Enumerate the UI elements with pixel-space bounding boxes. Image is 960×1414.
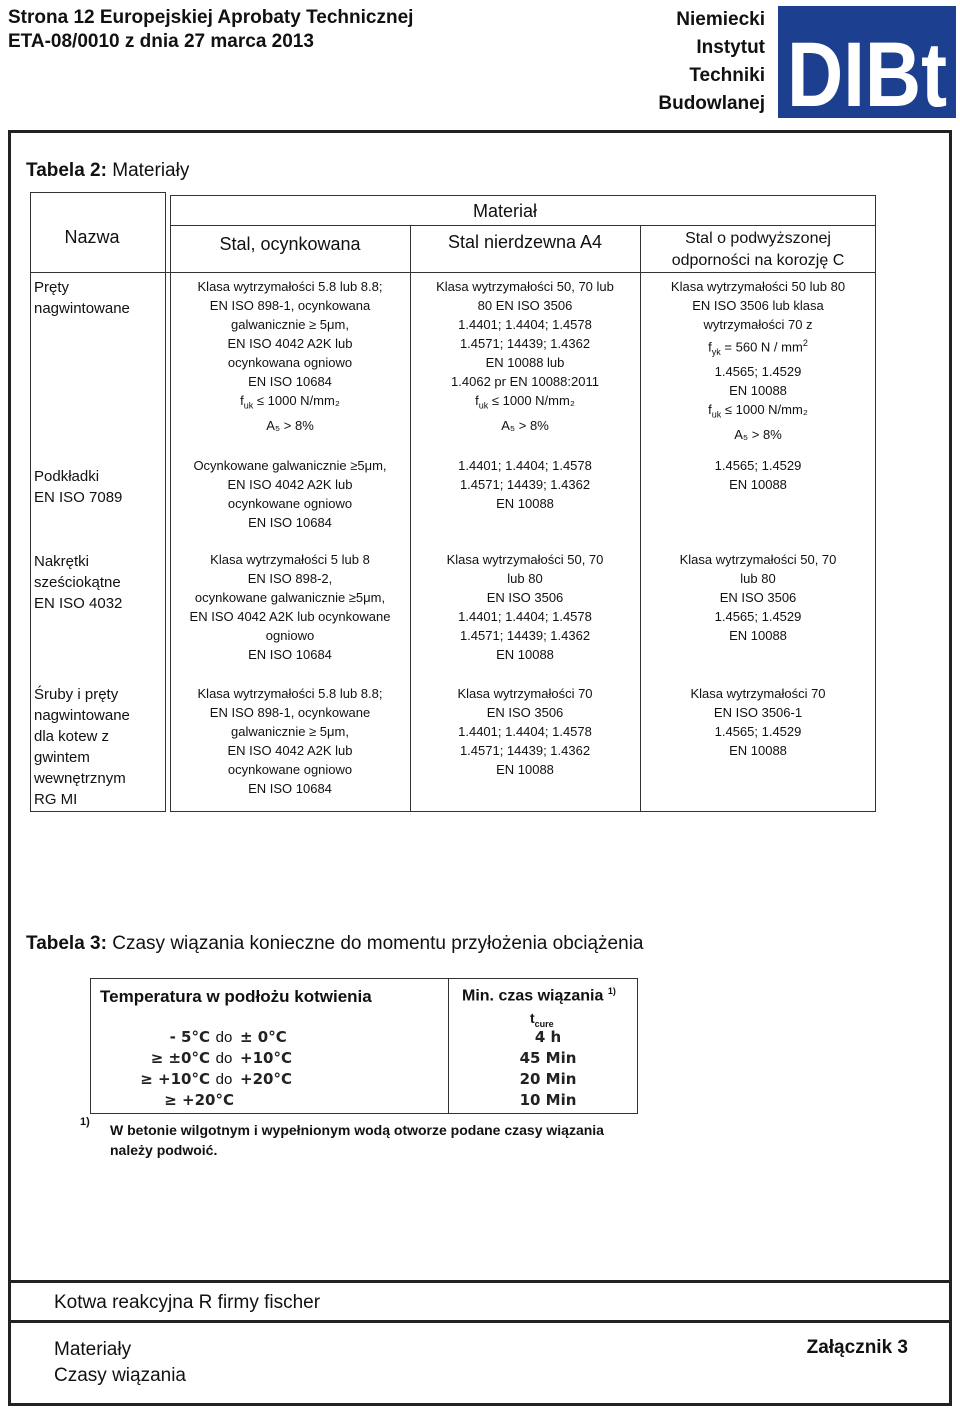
row1-stainless-line: Klasa wytrzymałości 50, 70 lub: [436, 279, 614, 294]
row-washers-name: [34, 466, 122, 508]
row-threaded-rods-name: [34, 277, 130, 319]
row4-hcr-line: 1.4565; 1.4529: [714, 724, 802, 739]
row4-steel-line: galwanicznie ≥ 5μm,: [231, 724, 349, 739]
row1-stainless-line: 1.4571; 14439; 1.4362: [459, 336, 591, 351]
row3-steel-line: EN ISO 898-2,: [247, 571, 333, 586]
footnote-mark: 1): [80, 1116, 90, 1128]
row1-hcr-line: wytrzymałości 70 z: [703, 317, 813, 332]
row2-steel-line: EN ISO 4042 A2K lub: [227, 477, 353, 492]
row3-steel-line: Klasa wytrzymałości 5 lub 8: [210, 552, 370, 567]
row4-name-line-5: wewnętrznym: [34, 770, 126, 787]
row1-steel-line: ocynkowana ogniowo: [227, 355, 353, 370]
row1-steel-a5: A₅ > 8%: [266, 417, 314, 433]
row1-steel-line: Klasa wytrzymałości 5.8 lub 8.8;: [197, 279, 383, 294]
row4-name-line-1: Śruby i pręty: [34, 686, 119, 703]
row3-name-line-1: Nakrętki: [34, 553, 90, 570]
row4-hcr-line: EN 10088: [729, 743, 787, 758]
row2-steel-line: ocynkowane ogniowo: [227, 496, 353, 511]
row-bolts-name: [34, 684, 130, 810]
temp-do-2: do: [215, 1050, 233, 1067]
footnote-text: [110, 1120, 604, 1160]
row1-hcr: [640, 277, 876, 444]
cure-time-1: 4 h: [534, 1028, 562, 1046]
header-reference: [8, 6, 413, 54]
row4-stainless-line: EN ISO 3506: [486, 705, 564, 720]
row2-hcr: [640, 456, 876, 494]
logo-lettering: DIBt: [787, 24, 947, 126]
row3-stainless-line: 1.4401; 1.4404; 1.4578: [458, 609, 592, 624]
temp-from-3: ≥ +10°C: [140, 1070, 210, 1088]
row4-steel-line: EN ISO 898-1, ocynkowane: [209, 705, 371, 720]
annex-subject-line-2: Czasy wiązania: [54, 1365, 186, 1386]
row3-hcr: [640, 550, 876, 645]
annex-number: Załącznik 3: [806, 1337, 908, 1358]
row1-hcr-fuk: $f_{uk} \le 1000$ N/mm₂: [708, 401, 808, 420]
row2-hcr-line: EN 10088: [729, 477, 787, 492]
row3-steel-line: EN ISO 4042 A2K lub ocynkowane: [189, 609, 391, 624]
row4-steel: [170, 684, 410, 798]
row2-stainless-line: 1.4571; 14439; 1.4362: [459, 477, 591, 492]
row1-stainless-a5: A₅ > 8%: [501, 417, 549, 433]
row3-name-line-2: sześciokątne: [34, 574, 121, 591]
row1-hcr-line: 1.4565; 1.4529: [714, 363, 802, 379]
row1-hcr-line: EN ISO 3506 lub klasa: [692, 298, 824, 313]
row3-steel: [170, 550, 410, 664]
header-high-corrosion-resistant: [640, 228, 876, 272]
row1-steel: [170, 277, 410, 435]
row4-stainless-line: 1.4571; 14439; 1.4362: [459, 743, 591, 758]
table3-to-column: [240, 1027, 330, 1090]
row1-steel-line: EN ISO 4042 A2K lub: [227, 336, 353, 351]
table3-col-divider: [448, 978, 449, 1114]
row1-steel-line: EN ISO 10684: [248, 374, 332, 389]
table2-title-label: Tabela 2:: [26, 160, 107, 181]
header-organization: [630, 6, 765, 118]
header-row-divider: [30, 272, 876, 273]
footnote-line-1: W betonie wilgotnym i wypełnionym wodą otworze podane czasy wiązania: [110, 1122, 604, 1138]
row2-name-line-1: Podkładki: [34, 468, 100, 485]
row3-hcr-line: Klasa wytrzymałości 50, 70: [679, 552, 837, 567]
row3-hcr-line: 1.4565; 1.4529: [714, 609, 802, 624]
temp-to-2: +10°C: [240, 1049, 292, 1067]
row4-stainless-line: Klasa wytrzymałości 70: [457, 686, 593, 701]
row3-name-line-3: EN ISO 4032: [34, 595, 123, 612]
row1-stainless: [410, 277, 640, 435]
row-nuts-name: [34, 551, 122, 614]
table3-header-time-label: Min. czas wiązania: [462, 987, 604, 1005]
footer-divider-top: [8, 1280, 952, 1283]
cure-time-4: 10 Min: [519, 1091, 577, 1109]
annex-subject: [54, 1337, 186, 1389]
cure-time-3: 20 Min: [519, 1070, 577, 1088]
row2-steel: [170, 456, 410, 532]
header-eta-line: ETA-08/0010 z dnia 27 marca 2013: [8, 31, 314, 52]
group-header-divider: [170, 225, 876, 226]
table3-header-time: [462, 986, 616, 1005]
table3-header-time-note: 1): [607, 986, 616, 996]
row4-name-line-6: RG MI: [34, 791, 78, 808]
header-material-group: Materiał: [472, 201, 538, 221]
row4-name-line-2: nagwintowane: [34, 707, 130, 724]
row3-hcr-line: EN 10088: [729, 628, 787, 643]
row3-hcr-line: lub 80: [740, 571, 776, 586]
row3-steel-line: EN ISO 10684: [248, 647, 332, 662]
row3-stainless-line: EN ISO 3506: [486, 590, 564, 605]
row3-steel-line: ogniowo: [265, 628, 315, 643]
table3-do-column: [210, 1027, 238, 1090]
row1-steel-fuk: $f_{uk} \le 1000$ N/mm₂: [240, 393, 340, 411]
row3-hcr-line: EN ISO 3506: [719, 590, 797, 605]
dibt-logo: [778, 6, 956, 126]
row2-name-line-2: EN ISO 7089: [34, 489, 123, 506]
footnote-line-2: należy podwoić.: [110, 1142, 218, 1158]
row1-stainless-line: 1.4062 pr EN 10088:2011: [451, 374, 599, 389]
row1-stainless-line: EN 10088 lub: [485, 355, 565, 370]
row2-stainless-line: 1.4401; 1.4404; 1.4578: [458, 458, 592, 473]
table3-title-text: Czasy wiązania konieczne do momentu przyłożenia obciążenia: [106, 933, 644, 954]
row4-stainless: [410, 684, 640, 779]
row4-steel-line: EN ISO 4042 A2K lub: [227, 743, 353, 758]
row4-hcr: [640, 684, 876, 760]
row1-stainless-line: 80 EN ISO 3506: [477, 298, 573, 313]
table3-title-label: Tabela 3:: [26, 933, 107, 954]
row3-steel-line: ocynkowane galwanicznie ≥5μm,: [194, 590, 386, 605]
row3-stainless-line: lub 80: [507, 571, 543, 586]
row4-steel-line: Klasa wytrzymałości 5.8 lub 8.8;: [197, 686, 383, 701]
header-hcr-line-1: Stal o podwyższonej: [685, 230, 831, 247]
table3-header-temperature: Temperatura w podłożu kotwienia: [100, 987, 372, 1006]
row1-hcr-line: EN 10088: [729, 382, 787, 398]
row2-stainless-line: EN 10088: [496, 496, 554, 511]
cure-time-2: 45 Min: [519, 1049, 577, 1067]
temp-from-4: ≥ +20°C: [164, 1091, 234, 1109]
row1-name-line-2: nagwintowane: [34, 300, 130, 317]
annex-subject-line-1: Materiały: [54, 1339, 132, 1360]
row4-steel-line: EN ISO 10684: [248, 781, 332, 796]
temp-from-1: - 5°C: [169, 1028, 210, 1046]
temp-to-3: +20°C: [240, 1070, 292, 1088]
product-name: Kotwa reakcyjna R firmy fischer: [54, 1292, 321, 1313]
table2-title: [26, 160, 189, 182]
temp-from-2: ≥ ±0°C: [150, 1049, 210, 1067]
footer-divider-mid: [8, 1320, 952, 1323]
row2-steel-line: Ocynkowane galwanicznie ≥5μm,: [193, 458, 387, 473]
row2-hcr-line: 1.4565; 1.4529: [714, 458, 802, 473]
table3-time-column: [510, 1027, 586, 1111]
row4-stainless-line: EN 10088: [496, 762, 554, 777]
row2-stainless: [410, 456, 640, 513]
row4-hcr-line: Klasa wytrzymałości 70: [690, 686, 826, 701]
org-line-4: Budowlanej: [658, 93, 765, 114]
row4-name-line-4: gwintem: [34, 749, 90, 766]
row3-stainless-line: EN 10088: [496, 647, 554, 662]
row1-name-line-1: Pręty: [34, 279, 70, 296]
row4-hcr-line: EN ISO 3506-1: [713, 705, 803, 720]
temp-to-1: ± 0°C: [240, 1028, 287, 1046]
org-line-3: Techniki: [689, 65, 765, 86]
row1-stainless-fuk: $f_{uk} \le 1000$ N/mm₂: [475, 393, 575, 411]
row1-hcr-fyk: $f_{yk} = 560$ N / $mm^2$: [708, 338, 808, 357]
table2-title-text: Materiały: [106, 160, 190, 181]
row1-steel-line: galwanicznie ≥ 5μm,: [231, 317, 349, 332]
row1-stainless-line: 1.4401; 1.4404; 1.4578: [458, 317, 592, 332]
row2-steel-line: EN ISO 10684: [248, 515, 332, 530]
row1-hcr-a5: A₅ > 8%: [734, 426, 782, 442]
row4-stainless-line: 1.4401; 1.4404; 1.4578: [458, 724, 592, 739]
org-line-2: Instytut: [696, 37, 765, 58]
row4-steel-line: ocynkowane ogniowo: [227, 762, 353, 777]
header-stainless-a4: Stal nierdzewna A4: [447, 232, 603, 252]
temp-do-3: do: [215, 1071, 233, 1088]
table3-title: [26, 933, 643, 955]
temp-do-1: do: [215, 1029, 233, 1046]
org-line-1: Niemiecki: [676, 9, 765, 30]
header-page-line: Strona 12 Europejskiej Aprobaty Technicznej: [8, 7, 414, 28]
row3-stainless-line: Klasa wytrzymałości 50, 70: [446, 552, 604, 567]
row1-steel-line: EN ISO 898-1, ocynkowana: [209, 298, 371, 313]
header-name: Nazwa: [64, 227, 120, 247]
row3-stainless: [410, 550, 640, 664]
row1-hcr-line: Klasa wytrzymałości 50 lub 80: [670, 279, 846, 294]
row3-stainless-line: 1.4571; 14439; 1.4362: [459, 628, 591, 643]
header-steel-galvanized: Stal, ocynkowana: [219, 234, 361, 254]
table3-tcure: $t_{cure}$: [530, 1010, 554, 1029]
header-hcr-line-2: odporności na korozję C: [671, 252, 845, 269]
row4-name-line-3: dla kotew z: [34, 728, 110, 745]
